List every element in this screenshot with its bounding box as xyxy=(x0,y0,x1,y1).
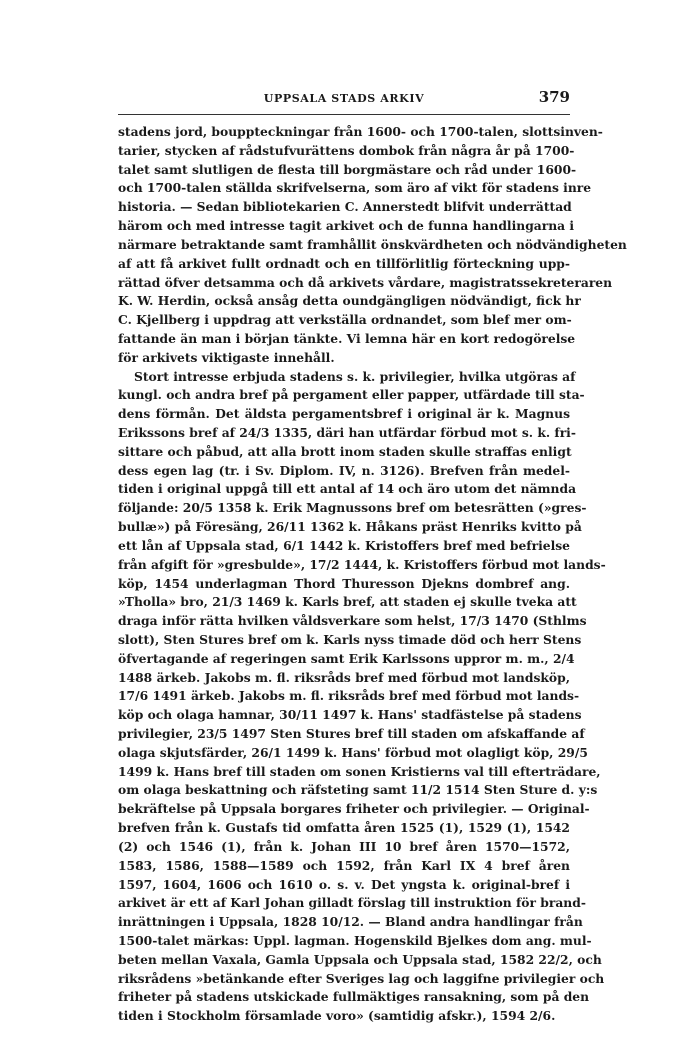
text-line: tarier, stycken af rådstufvurättens dombok från några år på 1700- xyxy=(118,142,575,158)
text-line: bullæ») på Föresäng, 26/11 1362 k. Håkans präst Henriks kvitto på xyxy=(118,519,582,535)
text-line: talet samt slutligen de flesta till borgmästare och råd under 1600- xyxy=(118,161,577,177)
text-line: arkivet är ett af Karl Johan gilladt förslag till instruktion för brand- xyxy=(118,895,586,911)
text-line: olaga skjutsfärder, 26/1 1499 k. Hans' förbud mot olagligt köp, 29/5 xyxy=(118,744,588,760)
text-line: rättad öfver detsamma och då arkivets vårdare, magistratssekreteraren xyxy=(118,274,613,290)
text-line: bekräftelse på Uppsala borgares friheter och privilegier. — Original- xyxy=(118,801,590,817)
text-line: 1499 k. Hans bref till staden om sonen Kristierns val till efterträdare, xyxy=(118,763,601,779)
text-line: dess egen lag (tr. i Sv. Diplom. IV, n. 3126). Brefven från medel- xyxy=(118,462,570,478)
text-line: C. Kjellberg i uppdrag att verkställa ordnandet, som blef mer om- xyxy=(118,312,572,328)
text-line: 17/6 1491 ärkeb. Jakobs m. fl. riksråds bref med förbud mot lands- xyxy=(118,688,580,704)
text-line: köp och olaga hamnar, 30/11 1497 k. Hans' stadfästelse på stadens xyxy=(118,707,582,723)
text-line: stadens jord, bouppteckningar från 1600- och 1700-talen, slottsinven- xyxy=(118,124,603,139)
page-number: 379 xyxy=(538,88,570,106)
text-line: inrättningen i Uppsala, 1828 10/12. — Bland andra handlingar från xyxy=(118,914,583,930)
text-line: följande: 20/5 1358 k. Erik Magnussons bref om betesrätten (»gres- xyxy=(118,500,587,516)
text-line: öfvertagande af regeringen samt Erik Karlssons uppror m. m., 2/4 xyxy=(118,650,575,666)
text-line: Erikssons bref af 24/3 1335, däri han utfärdar förbud mot s. k. fri- xyxy=(118,425,576,440)
text-line: 1583, 1586, 1588—1589 och 1592, från Karl IX 4 bref åren xyxy=(118,857,570,873)
text-line: tiden i Stockholm församlade voro» (samtidig afskr.), 1594 2/6. xyxy=(118,1008,556,1024)
text-line: draga inför rätta hvilken våldsverkare som helst, 17/3 1470 (Sthlms xyxy=(118,613,587,629)
text-line: privilegier, 23/5 1497 Sten Stures bref till staden om afskaffande af xyxy=(118,726,585,741)
text-line: sittare och påbud, att alla brott inom staden skulle straffas enligt xyxy=(118,443,572,459)
text-line: af att få arkivet fullt ordnadt och en tillförlitlig förteckning upp- xyxy=(118,255,570,271)
text-line: ett lån af Uppsala stad, 6/1 1442 k. Kristoffers bref med befrielse xyxy=(118,537,570,553)
running-head: UPPSALA STADS ARKIV xyxy=(263,92,425,105)
text-line: historia. — Sedan bibliotekarien C. Annerstedt blifvit underrättad xyxy=(118,199,572,215)
text-line: riksrådens »betänkande efter Sveriges lag och laggifne privilegier och xyxy=(118,970,605,986)
text-line: kungl. och andra bref på pergament eller papper, utfärdade till sta- xyxy=(118,387,585,403)
text-line: 1597, 1604, 1606 och 1610 o. s. v. Det yngsta k. original-bref i xyxy=(118,876,570,892)
text-line: fattande än man i början tänkte. Vi lemna här en kort redogörelse xyxy=(118,330,576,346)
text-line: »Tholla» bro, 21/3 1469 k. Karls bref, att staden ej skulle tveka att xyxy=(118,594,577,610)
text-line: beten mellan Vaxala, Gamla Uppsala och Uppsala stad, 1582 22/2, och xyxy=(118,951,602,967)
text-line: om olaga beskattning och räfsteting samt 11/2 1514 Sten Sture d. y:s xyxy=(118,782,598,798)
text-line: Stort intresse erbjuda stadens s. k. privilegier, hvilka utgöras af xyxy=(134,368,576,384)
text-line: 1500-talet märkas: Uppl. lagman. Hogenskild Bjelkes dom ang. mul- xyxy=(118,932,592,948)
page-header xyxy=(118,88,570,112)
text-line: 1488 ärkeb. Jakobs m. fl. riksråds bref med förbud mot landsköp, xyxy=(118,669,570,685)
text-line: (2) och 1546 (1), från k. Johan III 10 bref åren 1570—1572, xyxy=(118,838,570,854)
text-line: för arkivets viktigaste innehåll. xyxy=(118,349,335,365)
text-line: från afgift för »gresbulde», 17/2 1444, k. Kristoffers förbud mot lands- xyxy=(118,556,606,572)
text-line: brefven från k. Gustafs tid omfatta åren 1525 (1), 1529 (1), 1542 xyxy=(118,820,570,836)
text-line: slott), Sten Stures bref om k. Karls nyss timade död och herr Stens xyxy=(118,631,582,647)
text-line: närmare betraktande samt framhållit önskvärdheten och nödvändigheten xyxy=(118,236,627,252)
text-line: dens förmån. Det äldsta pergamentsbref i original är k. Magnus xyxy=(118,406,570,422)
text-line: K. W. Herdin, också ansåg detta oundgängligen nödvändigt, fick hr xyxy=(118,293,581,309)
text-line: och 1700-talen ställda skrifvelserna, som äro af vikt för stadens inre xyxy=(118,180,592,196)
body-text xyxy=(118,123,627,1026)
text-line: härom och med intresse tagit arkivet och de funna handlingarna i xyxy=(118,218,575,234)
header-rule xyxy=(118,114,570,115)
text-line: friheter på stadens utskickade fullmäktiges ransakning, som på den xyxy=(118,989,590,1005)
text-line: köp, 1454 underlagman Thord Thuresson Djekns dombref ang. xyxy=(118,575,570,591)
text-line: tiden i original uppgå till ett antal af 14 och äro utom det nämnda xyxy=(118,481,577,497)
